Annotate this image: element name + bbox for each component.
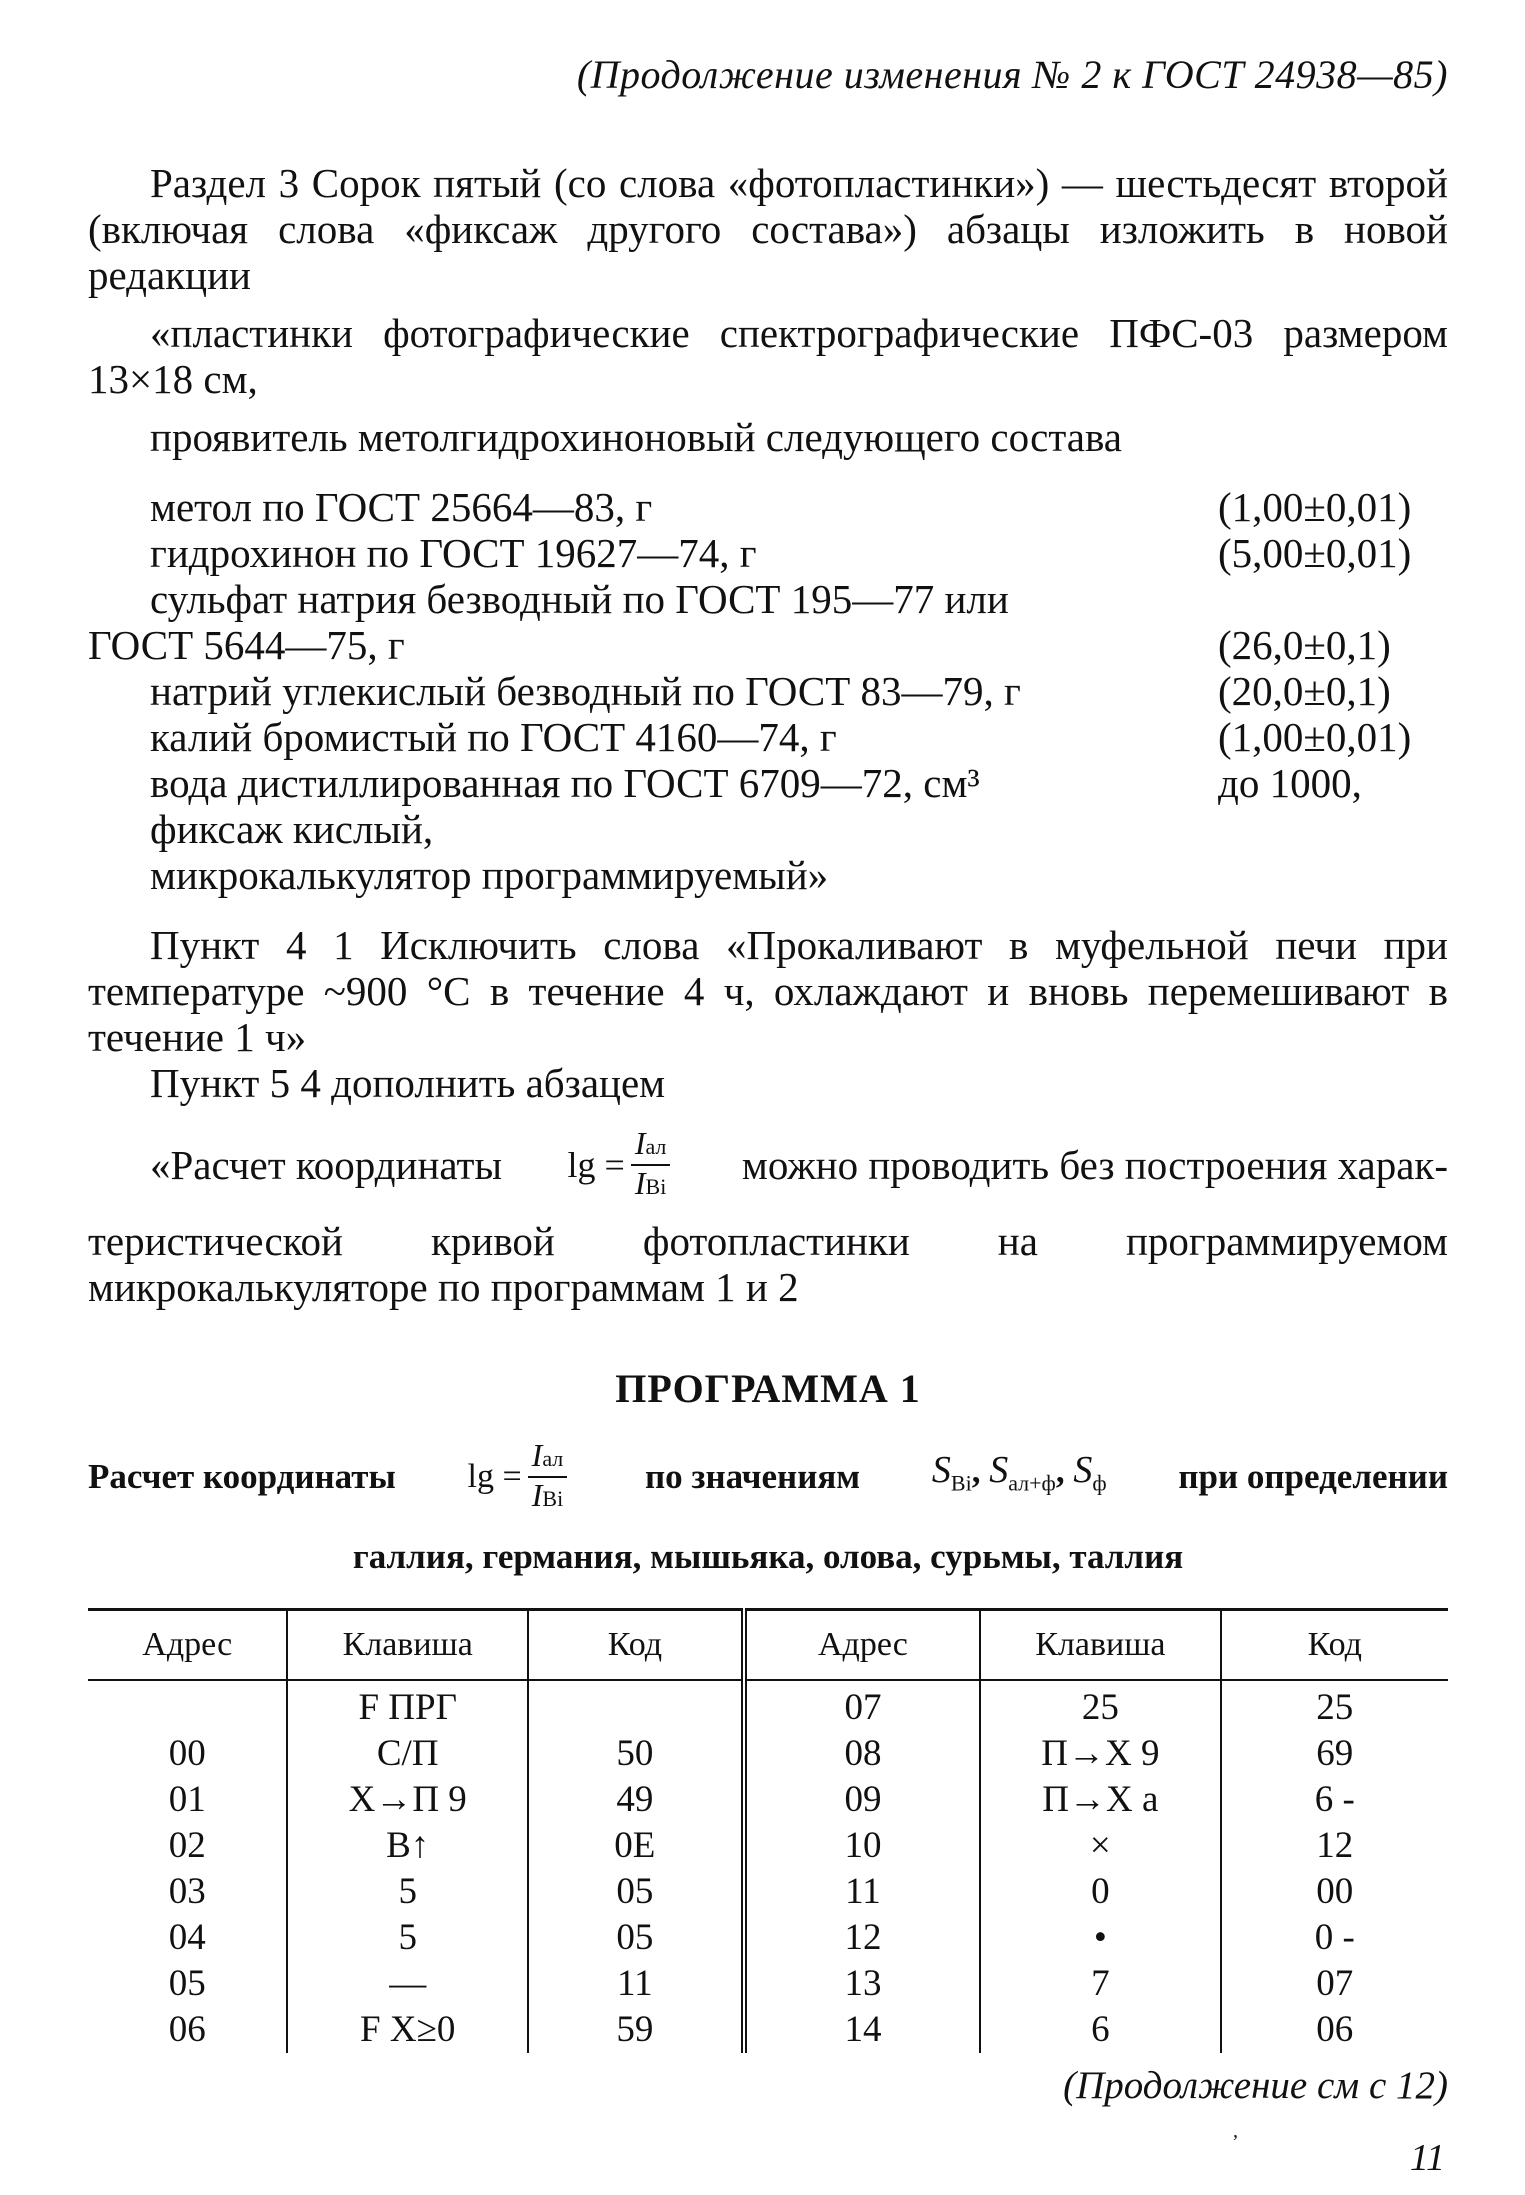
composition-value: (5,00±0,01): [1218, 530, 1412, 576]
paragraph-clause-5-4: Пункт 5 4 дополнить абзацем: [150, 1060, 666, 1106]
symbol-s-al-f-sub: ал+ф: [1008, 1470, 1056, 1496]
table-row: [88, 1680, 1448, 1731]
symbol-s-f: [1073, 1449, 1107, 1496]
cell-key: —: [287, 1961, 527, 2007]
document-page: [88, 52, 1448, 2109]
cell-code: 59: [528, 2007, 744, 2053]
formula-tail: можно проводить без построения харак-: [741, 1142, 1448, 1188]
table-row: [88, 1915, 1448, 1961]
cell-key: ×: [980, 1823, 1220, 1869]
subtitle-tail: при определении: [1178, 1457, 1448, 1496]
cell-address: 04: [168, 1917, 206, 1958]
composition-value: (20,0±0,1): [1218, 668, 1391, 714]
cell-key: F Х≥0: [287, 2007, 527, 2053]
table-row: [88, 1869, 1448, 1915]
composition-row: [88, 484, 1448, 530]
composition-name: сульфат натрия безводный по ГОСТ 195—77 или: [150, 576, 1009, 622]
header-key-2: Клавиша: [980, 1610, 1220, 1681]
paragraph-clause-4-1: Пункт 4 1 Исключить слова «Прокаливают в муфельной печи при температуре ~900 °С в течение 4 ч, охлаждают и вновь перемешивают в течение 1 ч»: [88, 922, 1448, 1060]
cell-code: 0 -: [1221, 1915, 1448, 1961]
cell-key: 5: [287, 1915, 527, 1961]
cell-address: 14: [744, 2007, 980, 2053]
subtitle-denominator-subscript: Bi: [542, 1486, 564, 1511]
denominator-symbol: I: [634, 1165, 646, 1201]
fraction-denominator: [631, 1166, 671, 1204]
symbol-s-al-f-letter: S: [989, 1449, 1009, 1492]
cell-key: 6: [980, 2007, 1220, 2053]
cell-key: 7: [980, 1961, 1220, 2007]
composition-name: вода дистиллированная по ГОСТ 6709—72, см³: [150, 760, 980, 806]
continuation-note: (Продолжение см с 12): [1063, 2064, 1448, 2107]
header-address-2: Адрес: [744, 1610, 980, 1681]
cell-code: 0Е: [528, 1823, 744, 1869]
cell-address: 09: [744, 1777, 980, 1823]
cell-code: 50: [528, 1731, 744, 1777]
cell-code: 05: [528, 1869, 744, 1915]
header-code-2: Код: [1221, 1610, 1448, 1681]
composition-list: [88, 484, 1448, 898]
paragraph-characteristic-curve: теристической кривой фотопластинки на программируемом микрокалькуляторе по программам 1 и 2: [88, 1218, 1448, 1310]
cell-address: 10: [744, 1823, 980, 1869]
cell-code: 00: [1221, 1869, 1448, 1915]
cell-address: 11: [744, 1869, 980, 1915]
cell-code: 11: [528, 1961, 744, 2007]
cell-code: 25: [1221, 1680, 1448, 1731]
composition-name: ГОСТ 5644—75, г: [88, 622, 405, 668]
composition-row: [88, 760, 1448, 806]
composition-row: [88, 530, 1448, 576]
formula-fraction: [631, 1126, 671, 1204]
header-key-1: Клавиша: [287, 1610, 527, 1681]
cell-code: 12: [1221, 1823, 1448, 1869]
symbol-s-f-letter: S: [1073, 1449, 1093, 1492]
paragraph-developer: проявитель метолгидрохиноновый следующего состава: [150, 414, 1122, 460]
table-row: [88, 1731, 1448, 1777]
subtitle-numerator-symbol: I: [531, 1437, 543, 1473]
formula-line: [88, 1126, 1448, 1204]
program-subtitle: [88, 1438, 1448, 1516]
cell-address: 03: [168, 1871, 206, 1912]
subtitle-numerator: [528, 1438, 568, 1478]
cell-address: 12: [744, 1915, 980, 1961]
subtitle-formula: [468, 1438, 574, 1516]
cell-key: Х→П 9: [287, 1777, 527, 1823]
page-header: (Продолжение изменения № 2 к ГОСТ 24938—85): [576, 52, 1448, 97]
composition-name: метол по ГОСТ 25664—83, г: [150, 484, 653, 530]
symbol-s-bi-letter: S: [931, 1449, 951, 1492]
subtitle-denominator: [528, 1478, 568, 1516]
symbol-s-f-sub: ф: [1092, 1470, 1107, 1496]
header-address-1: Адрес: [88, 1610, 287, 1681]
program-elements: галлия, германия, мышьяка, олова, сурьмы, таллия: [352, 1537, 1184, 1576]
cell-key: 5: [287, 1869, 527, 1915]
cell-address: 05: [168, 1963, 206, 2004]
subtitle-numerator-subscript: ал: [542, 1446, 564, 1471]
cell-key: F ПРГ: [287, 1680, 527, 1731]
cell-key: •: [980, 1915, 1220, 1961]
composition-name: калий бромистый по ГОСТ 4160—74, г: [150, 714, 837, 760]
cell-address: 02: [168, 1825, 206, 1866]
cell-address: 06: [168, 2009, 206, 2050]
subtitle-lg: lg =: [467, 1458, 522, 1495]
numerator-symbol: I: [634, 1125, 646, 1161]
composition-row: [88, 668, 1448, 714]
cell-code: 05: [528, 1915, 744, 1961]
formula-lg: lg =: [567, 1145, 625, 1185]
table-row: [88, 1961, 1448, 2007]
table-row: [88, 1777, 1448, 1823]
composition-value: до 1000,: [1218, 760, 1362, 806]
formula-lead: «Расчет координаты: [150, 1142, 503, 1188]
cell-key: 0: [980, 1869, 1220, 1915]
cell-code: 49: [528, 1777, 744, 1823]
cell-address: 01: [168, 1779, 206, 1820]
composition-value: (1,00±0,01): [1218, 484, 1412, 530]
denominator-subscript: Bi: [645, 1174, 667, 1199]
cell-code: 69: [1221, 1731, 1448, 1777]
stray-mark: ‚: [1232, 2120, 1239, 2142]
composition-row: [88, 714, 1448, 760]
program-title: ПРОГРАММА 1: [615, 1366, 921, 1411]
program-table: [88, 1608, 1448, 2053]
symbol-s-al-f: [989, 1449, 1056, 1496]
cell-address: 08: [744, 1731, 980, 1777]
composition-value: [1218, 576, 1448, 622]
cell-key: П→Х 9: [980, 1731, 1220, 1777]
cell-code: 6 -: [1221, 1777, 1448, 1823]
composition-value: (26,0±0,1): [1218, 622, 1391, 668]
cell-key: С/П: [287, 1731, 527, 1777]
cell-address: [88, 1680, 287, 1731]
cell-key: В↑: [287, 1823, 527, 1869]
composition-name: натрий углекислый безводный по ГОСТ 83—79, г: [150, 668, 1021, 714]
paragraph-plates: «пластинки фотографические спектрографические ПФС-03 размером 13×18 см,: [88, 310, 1448, 402]
fraction-numerator: [631, 1126, 671, 1166]
cell-code: [528, 1680, 744, 1731]
subtitle-symbols: $S_{Bi}$, $S_{ал+ф}$, $S_ф$: [931, 1449, 1107, 1496]
subtitle-values-label: по значениям: [645, 1457, 861, 1496]
formula: [568, 1126, 677, 1204]
composition-row: [88, 576, 1448, 622]
page-number: 11: [1409, 2137, 1445, 2179]
symbol-s-bi-sub: Bi: [950, 1470, 972, 1496]
fixer-line: фиксаж кислый,: [150, 806, 434, 852]
table-row: [88, 1823, 1448, 1869]
subtitle-lead: Расчет координаты: [88, 1457, 396, 1496]
cell-address: 07: [744, 1680, 980, 1731]
table-row: [88, 2007, 1448, 2053]
cell-code: 07: [1221, 1961, 1448, 2007]
subtitle-denominator-symbol: I: [531, 1477, 543, 1513]
cell-address: 00: [168, 1733, 206, 1774]
composition-name: гидрохинон по ГОСТ 19627—74, г: [150, 530, 757, 576]
table-header-row: [88, 1610, 1448, 1681]
header-code-1: Код: [528, 1610, 744, 1681]
composition-value: (1,00±0,01): [1218, 714, 1412, 760]
cell-code: 06: [1221, 2007, 1448, 2053]
paragraph-section-3: Раздел 3 Сорок пятый (со слова «фотопластинки») — шестьдесят второй (включая слова «фиксаж другого состава») абзацы изложить в новой редакции: [88, 160, 1448, 298]
subtitle-fraction: [528, 1438, 568, 1516]
composition-row: [88, 622, 1448, 668]
cell-key: 25: [980, 1680, 1220, 1731]
cell-key: П→Х а: [980, 1777, 1220, 1823]
calculator-line: микрокалькулятор программируемый»: [150, 852, 829, 898]
symbol-s-bi: [931, 1449, 972, 1496]
numerator-subscript: ал: [645, 1134, 667, 1159]
cell-address: 13: [744, 1961, 980, 2007]
